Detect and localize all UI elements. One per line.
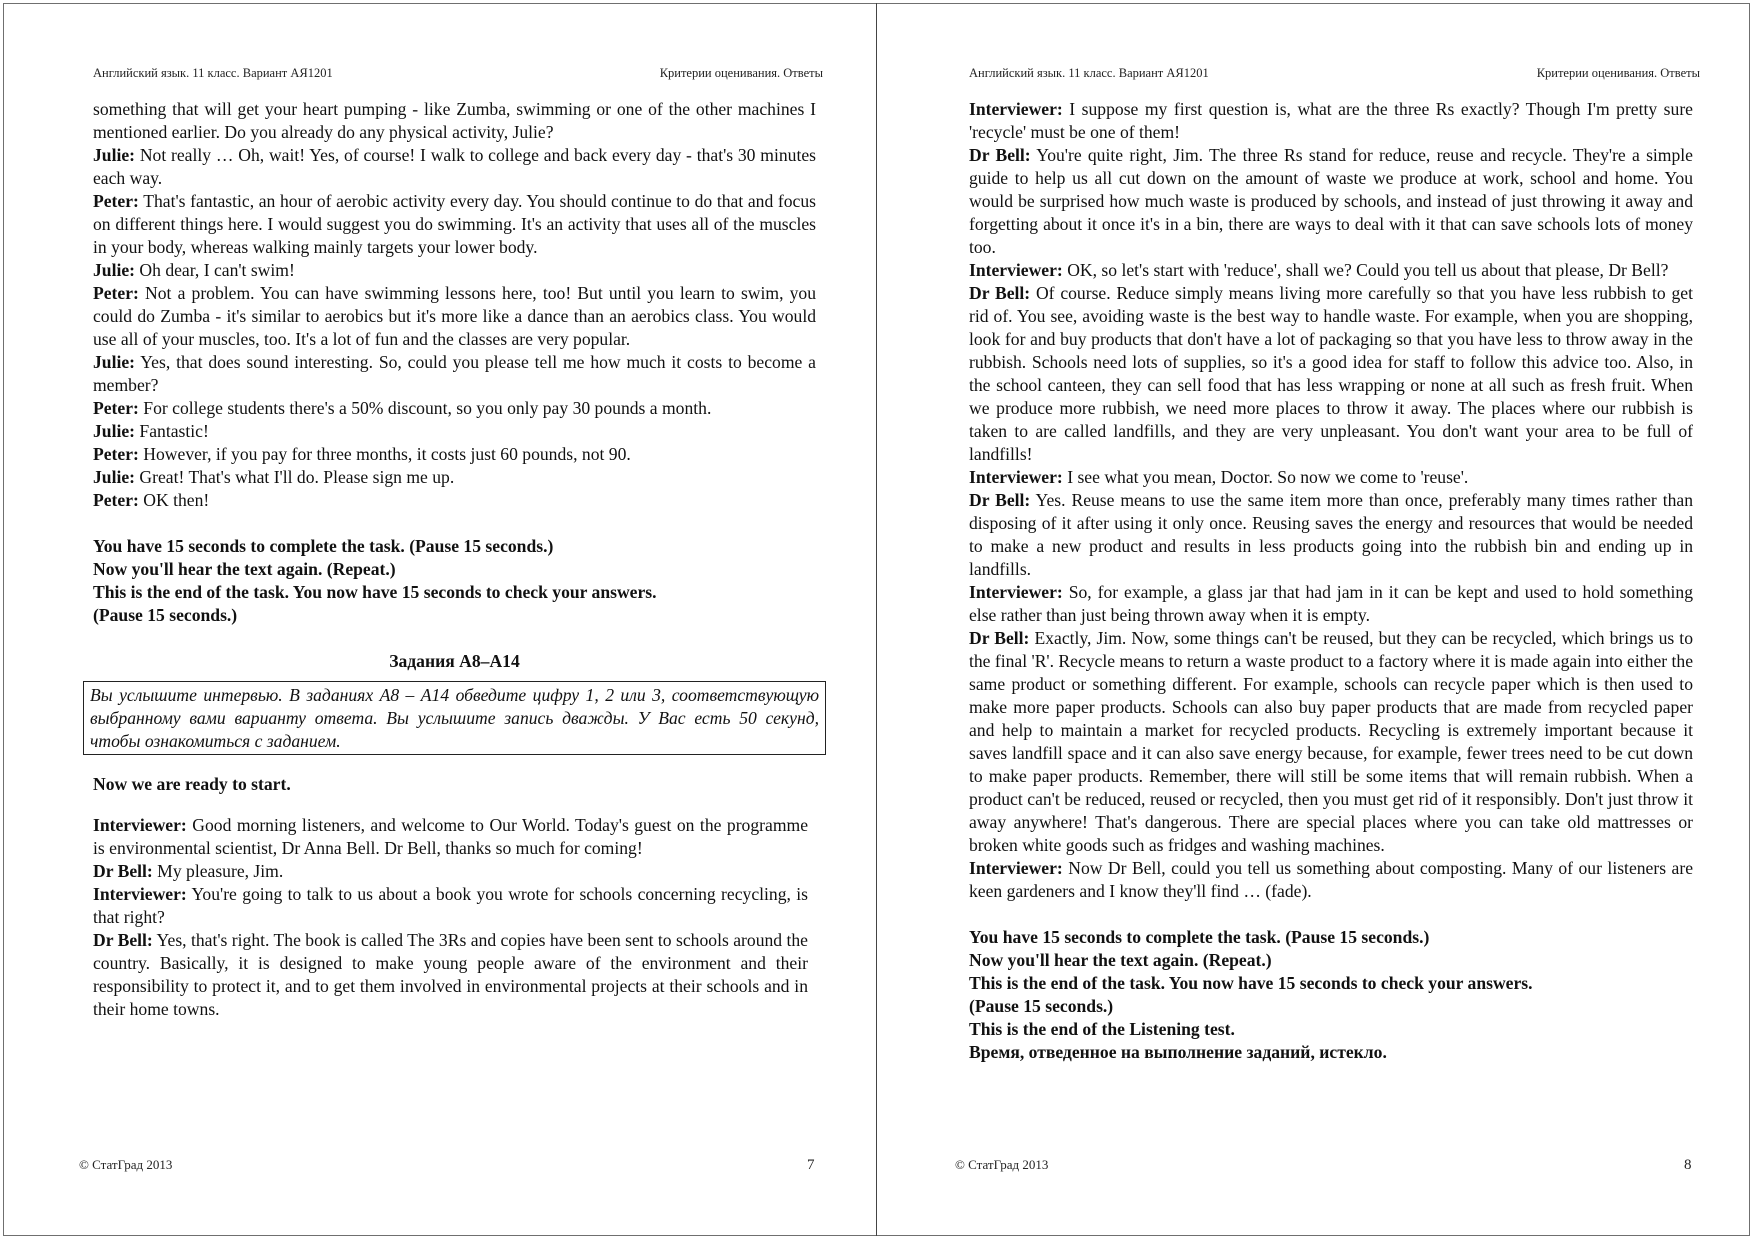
speaker: Dr Bell: [969,145,1031,165]
dialogue-line [93,190,816,259]
line-text: Yes, that does sound interesting. So, could you please tell me how much it costs to become a member? [93,352,816,395]
page-number: 8 [1684,1157,1692,1173]
speaker: Interviewer: [969,467,1063,487]
speaker: Peter: [93,490,139,510]
speaker: Julie: [93,260,136,280]
dialogue-line [93,282,816,351]
line-text: Exactly, Jim. Now, some things can't be reused, but they can be recycled, which brings us to the final 'R'. Recycle means to return a waste product to a factory where it is made again into either the same product or something different. For example, schools can recycle paper which is then used to make more paper products. Schools can also buy paper products that are made from recycled paper and help to maintain a market for recycled products. Recycling is extremely important because it saves landfill space and it can also save energy because, for example, fewer trees need to be cut down to make paper products. Remember, there will still be some items that will remain rubbish. When a product can't be reduced, reused or recycled, then you must get rid of it responsibly. Don't just throw it away anywhere! That's dangerous. There are special places where you can take old mattresses or broken white goods such as fridges and washing machines. [969,628,1693,855]
footer-copyright: © СтатГрад 2013 [79,1157,173,1172]
dialogue-line [93,259,816,282]
page-8 [877,0,1754,1239]
instruction-line: This is the end of the task. You now have 15 seconds to check your answers. [93,582,657,602]
speaker: Interviewer: [93,884,187,904]
instruction-line: This is the end of the task. You now have 15 seconds to check your answers. [969,973,1533,993]
line-text: Not really … Oh, wait! Yes, of course! I walk to college and back every day - that's 30 minutes each way. [93,145,816,188]
line-text: You're going to talk to us about a book you wrote for schools concerning recycling, is that right? [93,884,808,927]
dialogue [969,98,1693,903]
speaker: Interviewer: [969,858,1063,878]
task-instructions [93,535,816,627]
speaker: Julie: [93,467,136,487]
instruction-line: Время, отведенное на выполнение заданий, истекло. [969,1042,1387,1062]
line-text: Now Dr Bell, could you tell us something about composting. Many of our listeners are keen gardeners and I know they'll find … (fade). [969,858,1693,901]
ready-line: Now we are ready to start. [93,774,291,794]
line-text: Good morning listeners, and welcome to Our World. Today's guest on the programme is environmental scientist, Dr Anna Bell. Dr Bell, thanks so much for coming! [93,815,808,858]
speaker: Dr Bell: [969,628,1030,648]
line-text: Not a problem. You can have swimming lessons here, too! But until you learn to swim, you could do Zumba - it's similar to aerobics but it's more like a dance than an aerobics class. You would use all of your muscles, too. It's a lot of fun and the classes are very popular. [93,283,816,349]
speaker: Peter: [93,444,139,464]
header-right: Критерии оценивания. Ответы [659,66,823,80]
dialogue-line [93,351,816,397]
header-left: Английский язык. 11 класс. Вариант АЯ1201 [969,66,1209,80]
dialogue [93,144,816,512]
speaker: Dr Bell: [969,490,1031,510]
line-text: So, for example, a glass jar that had jam in it can be kept and used to hold something else rather than just being thrown away when it is empty. [969,582,1693,625]
dialogue-line [93,397,816,420]
dialogue-line [93,466,816,489]
header-right: Критерии оценивания. Ответы [1536,66,1700,80]
speaker: Julie: [93,421,136,441]
speaker: Dr Bell: [969,283,1031,303]
line-text: OK, so let's start with 'reduce', shall we? Could you tell us about that please, Dr Bell? [1062,260,1669,280]
line-text: Yes. Reuse means to use the same item more than once, preferably many times rather than disposing of it after using it only once. Reusing saves the energy and resources that would be needed to make a new product and results in less products going into the rubbish bin and ending up in landfills. [969,490,1693,579]
dialogue-line [969,489,1693,581]
speaker: Julie: [93,352,136,372]
line-text: OK then! [138,490,210,510]
line-text: My pleasure, Jim. [152,861,284,881]
page-number: 7 [807,1157,815,1173]
instruction-line: You have 15 seconds to complete the task. (Pause 15 seconds.) [969,927,1430,947]
dialogue-line [969,259,1693,282]
page-body [90,98,819,1021]
speaker: Dr Bell: [93,930,153,950]
line-text: For college students there's a 50% discount, so you only pay 30 pounds a month. [138,398,712,418]
dialogue-line [969,581,1693,627]
speaker: Interviewer: [93,815,187,835]
line-text: I suppose my first question is, what are the three Rs exactly? Though I'm pretty sure 'recycle' must be one of them! [969,99,1693,142]
dialogue-line [969,857,1693,903]
dialogue-line [93,420,816,443]
speaker: Peter: [93,283,139,303]
intro-paragraph: something that will get your heart pumping - like Zumba, swimming or one of the other machines I mentioned earlier. Do you already do any physical activity, Julie? [93,99,816,142]
dialogue-line [93,443,816,466]
dialogue-line [969,98,1693,144]
dialogue-line [969,466,1693,489]
line-text: Fantastic! [135,421,209,441]
instruction-line: This is the end of the Listening test. [969,1019,1235,1039]
line-text: Oh dear, I can't swim! [135,260,295,280]
speaker: Peter: [93,191,139,211]
instruction-line: Now you'll hear the text again. (Repeat.) [969,950,1272,970]
dialogue-line [93,814,808,860]
speaker: Interviewer: [969,260,1063,280]
speaker: Dr Bell: [93,861,153,881]
line-text: You're quite right, Jim. The three Rs stand for reduce, reuse and recycle. They're a simple guide to help us all cut down on the amount of waste we produce at work, school and home. You would be surprised how much waste is produced by schools, and instead of just throwing it away and forgetting about it once it's in a bin, there are ways to deal with it that can save schools lots of money too. [969,145,1693,257]
page-7 [0,0,876,1239]
instruction-line: Now you'll hear the text again. (Repeat.) [93,559,396,579]
page-body [969,98,1693,1064]
header-left: Английский язык. 11 класс. Вариант АЯ1201 [93,66,333,80]
dialogue-line [93,489,816,512]
instruction-line: (Pause 15 seconds.) [93,605,238,625]
line-text: However, if you pay for three months, it costs just 60 pounds, not 90. [138,444,631,464]
line-text: Yes, that's right. The book is called The 3Rs and copies have been sent to schools around the country. Basically, it is designed to make young people aware of the environment and their responsibility to protect it, and to get them involved in environmental projects at their schools and in their home towns. [93,930,808,1019]
speaker: Julie: [93,145,136,165]
dialogue-line [969,627,1693,857]
line-text: I see what you mean, Doctor. So now we come to 'reuse'. [1062,467,1469,487]
interview [93,814,808,1021]
line-text: Of course. Reduce simply means living more carefully so that you have less rubbish to get rid of. You see, avoiding waste is the best way to handle waste. For example, when you are shopping, look for and buy products that don't have a lot of packaging so that you have less to throw away in the rubbish. Schools need lots of supplies, so it's a good idea for staff to follow this advice too. Also, in the school canteen, they can sell food that has less wrapping or none at all such as fresh fruit. When we produce more rubbish, we need more places to throw it away. The places where our rubbish is taken to are called landfills, and they are very unpleasant. You don't want your area to be full of landfills! [969,283,1693,464]
dialogue-line [93,883,808,929]
task-description-box [83,681,826,755]
task-description: Вы услышите интервью. В заданиях А8 – А14 обведите цифру 1, 2 или 3, соответствующую выбранному вами варианту ответа. Вы услышите запись дважды. У Вас есть 50 секунд, чтобы ознакомиться с заданием. [90,685,819,751]
dialogue-line [969,144,1693,259]
speaker: Interviewer: [969,99,1063,119]
speaker: Peter: [93,398,139,418]
footer-copyright: © СтатГрад 2013 [955,1157,1049,1172]
dialogue-line [969,282,1693,466]
speaker: Interviewer: [969,582,1063,602]
line-text: Great! That's what I'll do. Please sign me up. [135,467,455,487]
instruction-line: (Pause 15 seconds.) [969,996,1114,1016]
task-instructions [969,926,1693,1064]
dialogue-line [93,929,808,1021]
instruction-line: You have 15 seconds to complete the task. (Pause 15 seconds.) [93,536,554,556]
line-text: That's fantastic, an hour of aerobic activity every day. You should continue to do that and focus on different things here. I would suggest you do swimming. It's an activity that uses all of the muscles in your body, whereas walking mainly targets your lower body. [93,191,816,257]
dialogue-line [93,860,808,883]
section-title: Задания А8–А14 [389,651,520,671]
dialogue-line [93,144,816,190]
